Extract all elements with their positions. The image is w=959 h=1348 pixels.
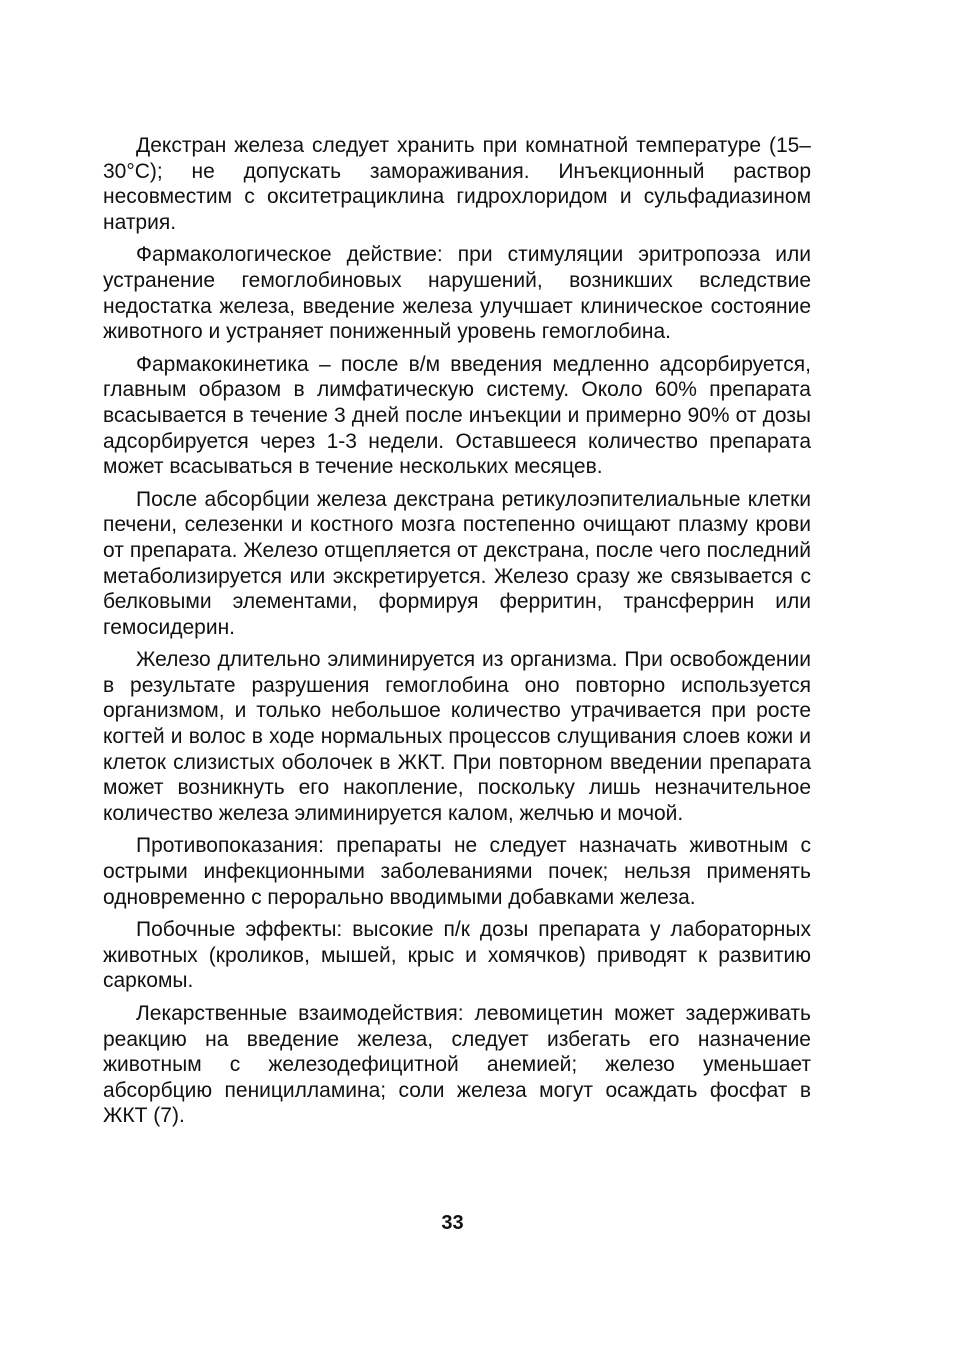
paragraph-pharmacokinetics: Фармакокинетика – после в/м введения медленно адсорбируется, главным образом в лимфатическую систему. Около 60% препарата всасывается в течение 3 дней после инъекции и примерно 90% от дозы адсорбируется через 1-3 недели. Оставшееся количество препарата может всасываться в течение нескольких месяцев. — [103, 352, 811, 479]
body-text — [103, 133, 811, 1136]
page-number: 33 — [441, 1212, 464, 1234]
paragraph-contraindications: Противопоказания: препараты не следует назначать животным с острыми инфекционными заболеваниями почек; нельзя применять одновременно с перорально вводимыми добавками железа. — [103, 834, 811, 909]
paragraph-elimination: Железо длительно элиминируется из организма. При освобождении в результате разрушения гемоглобина оно повторно используется организмом, и только небольшое количество утрачивается при росте когтей и волос в ходе нормальных процессов слущивания слоев кожи и клеток слизистых оболочек в ЖКТ. При повторном введении препарата может возникнуть его накопление, поскольку лишь незначительное количество железа элиминируется калом, желчью и мочой. — [103, 648, 811, 825]
paragraph-absorption: После абсорбции железа декстрана ретикулоэпителиальные клетки печени, селезенки и костного мозга постепенно очищают плазму крови от препарата. Железо отщепляется от декстрана, после чего последний метаболизируется или экскретируется. Железо сразу же связывается с белковыми элементами, формируя ферритин, трансферрин или гемосидерин. — [103, 487, 811, 639]
paragraph-drug-interactions: Лекарственные взаимодействия: левомицетин может задерживать реакцию на введение железа, следует избегать его назначение животным с железодефицитной анемией; железо уменьшает абсорбцию пеницилламина; соли железа могут осаждать фосфат в ЖКТ (7). — [103, 1002, 811, 1128]
paragraph-pharmacological-action: Фармакологическое действие: при стимуляции эритропоэза или устранение гемоглобиновых нарушений, возникших вследствие недостатка железа, введение железа улучшает клиническое состояние животного и устраняет пониженный уровень гемоглобина. — [103, 243, 811, 344]
paragraph-side-effects: Побочные эффекты: высокие п/к дозы препарата у лабораторных животных (кроликов, мышей, крыс и хомячков) приводят к развитию саркомы. — [103, 918, 811, 993]
paragraph-storage: Декстран железа следует хранить при комнатной температуре (15–30°С); не допускать замораживания. Инъекционный раствор несовместим с окситетрациклина гидрохлоридом и сульфадиазином натрия. — [103, 134, 811, 234]
